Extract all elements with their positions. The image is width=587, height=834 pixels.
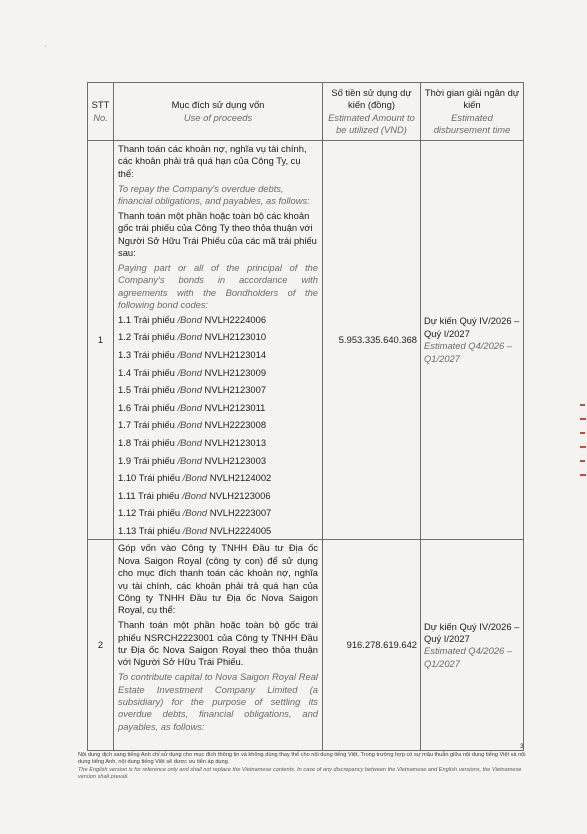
purpose-detail-vi: Thanh toán một phần hoặc toàn bộ các khoản gốc trái phiếu của Công Ty theo thỏa thuận với Người Sở Hữu Trái Phiếu của các mã trái phiếu sau: <box>118 209 317 259</box>
scan-mark: ‚ <box>45 42 47 48</box>
list-item: 1.12 Trái phiếu /Bond NVLH2223007 <box>118 507 272 519</box>
header-purpose: Mục đích sử dụng vốn Use of proceeds <box>114 83 323 141</box>
red-stamp-fragment <box>579 400 587 495</box>
row-number: 2 <box>88 540 114 751</box>
list-item: 1.11 Trái phiếu /Bond NVLH2123006 <box>118 489 271 501</box>
list-item: 1.9 Trái phiếu /Bond NVLH2123003 <box>118 454 267 466</box>
disclaimer-en: The English version is for reference only and shall not replace the Vietnamese contents. In case of any discrepancy between the Vietnamese and English versions, the Vietnamese version shall prevail. <box>78 766 522 781</box>
header-amount: Số tiền sử dụng dự kiến (đồng) Estimated Amount to be utilized (VND) <box>323 83 421 141</box>
row-amount: 5.953.335.640.368 <box>323 141 421 540</box>
purpose-intro-en: To repay the Company's overdue debts, financial obligations, and payables, as follows: <box>118 182 310 207</box>
list-item: 1.2 Trái phiếu /Bond NVLH2123010 <box>118 331 267 343</box>
header-time: Thời gian giải ngân dự kiến Estimated disbursement time <box>421 83 524 141</box>
row-purpose <box>114 141 323 540</box>
row-purpose <box>114 540 323 751</box>
list-item: 1.7 Trái phiếu /Bond NVLH2223008 <box>118 419 267 431</box>
purpose-detail-en: Paying part or all of the principal of the Company's bonds in accordance with agreements with the Bondholders of the following bond codes: <box>118 261 318 311</box>
list-item: 1.1 Trái phiếu /Bond NVLH2224006 <box>118 313 267 325</box>
list-item: 1.3 Trái phiếu /Bond NVLH2123014 <box>118 349 267 361</box>
row-number: 1 <box>88 141 114 540</box>
stamp-mark <box>579 400 587 490</box>
row-time: Dự kiến Quý IV/2026 – Quý I/2027 Estimated Q4/2026 – Q1/2027 <box>421 540 524 751</box>
list-item: 1.13 Trái phiếu /Bond NVLH2224005 <box>118 524 272 536</box>
table-row <box>88 540 524 751</box>
bond-list <box>118 314 318 538</box>
list-item: 1.10 Trái phiếu /Bond NVLH2124002 <box>118 472 272 484</box>
row-time: Dự kiến Quý IV/2026 – Quý I/2027 Estimated Q4/2026 – Q1/2027 <box>421 141 524 540</box>
list-item: 1.4 Trái phiếu /Bond NVLH2123009 <box>118 366 267 378</box>
list-item: 1.8 Trái phiếu /Bond NVLH2123013 <box>118 437 267 448</box>
row-amount: 916.278.619.642 <box>323 540 421 751</box>
header-stt: STT No. <box>88 83 114 141</box>
list-item: 1.5 Trái phiếu /Bond NVLH2123007 <box>118 384 267 396</box>
translation-disclaimer <box>78 752 530 782</box>
disclaimer-vi: Nội dung dịch sang tiếng Anh chỉ sử dụng cho mục đích thông tin và không dùng thay thế cho nội dung tiếng Việt. Trong trường hợp có sự mâu thuẫn giữa nội dung tiếng Việt và nội dung tiếng Anh, nội dung tiếng Việt sẽ được ưu tiên áp dụng. <box>78 752 526 766</box>
page-number: 3 <box>520 743 524 750</box>
use-of-proceeds-table <box>87 82 524 751</box>
purpose-detail-vi: Thanh toán một phần hoặc toàn bộ gốc trái phiếu NSRCH2223001 của Công ty TNHH Đầu tư Địa ốc Nova Saigon Royal theo thỏa thuận với Người Sở Hữu Trái Phiếu. <box>118 619 318 668</box>
purpose-intro-en: To contribute capital to Nova Saigon Royal Real Estate Investment Company Limited (a subsidiary) for the purpose of settling its overdue debts, financial obligations, and payables, as follows: <box>118 671 318 732</box>
list-item: 1.6 Trái phiếu /Bond NVLH2123011 <box>118 401 266 413</box>
table-row <box>88 141 524 540</box>
table-header-row <box>88 83 524 141</box>
purpose-intro-vi: Góp vốn vào Công ty TNHH Đầu tư Địa ốc Nova Saigon Royal (công ty con) để sử dụng cho mục đích thanh toán các khoản nợ, nghĩa vụ tài chính, các khoản phải trả quá hạn của Công ty TNHH Đầu tư Địa ốc Nova Saigon Royal, cụ thể: <box>118 542 318 616</box>
purpose-intro-vi: Thanh toán các khoản nợ, nghĩa vụ tài chính, các khoản phải trả quá hạn của Công Ty, cụ thể: <box>118 143 307 179</box>
